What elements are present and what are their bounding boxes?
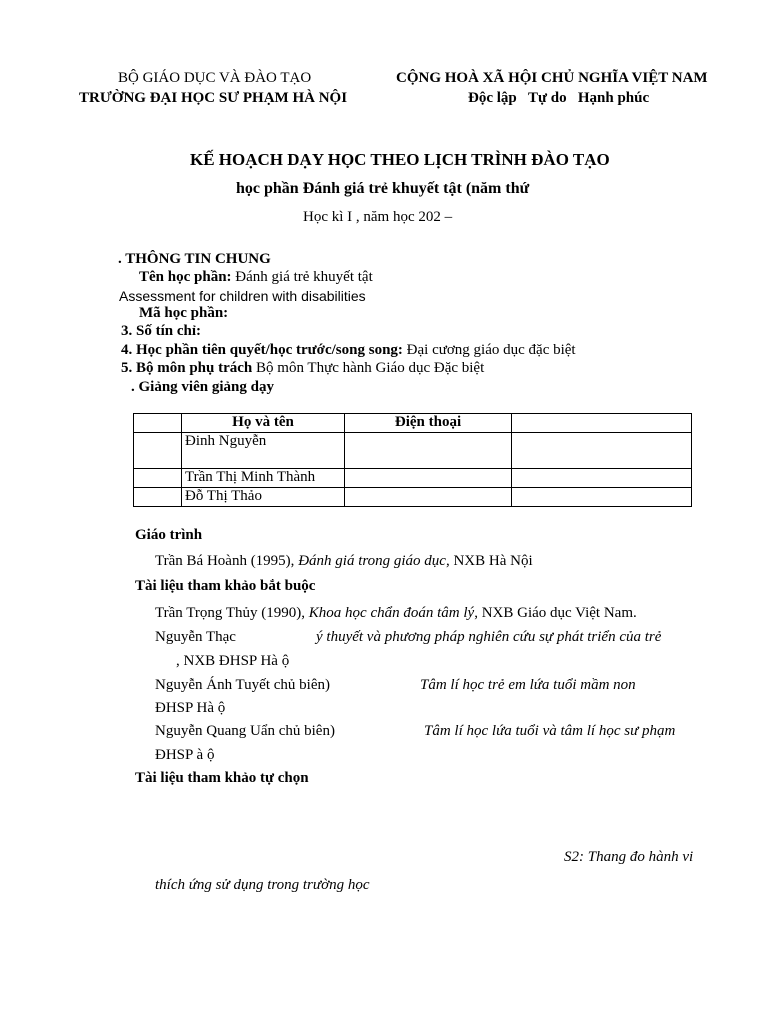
course-name-line [139,268,373,286]
textbook-publisher: , NXB Hà Nội [445,553,533,569]
ministry-name: BỘ GIÁO DỤC VÀ ĐÀO TẠO [118,70,312,86]
textbook-entry [155,552,533,570]
general-info-heading: . THÔNG TIN CHUNG [118,251,271,267]
textbook-title: Đánh giá trong giáo dục [298,553,446,569]
optional-ref-line: thích ứng sử dụng trong trường học [155,877,370,893]
lecturer-name: Đinh Nguyễn [182,433,345,469]
ref-title: Tâm lí học lứa tuổi và tâm lí học sư phạm [424,723,676,739]
table-cell [134,433,182,469]
university-name: TRƯỜNG ĐẠI HỌC SƯ PHẠM HÀ NỘI [79,90,348,106]
lecturer-name: Trần Thị Minh Thành [182,469,345,488]
textbook-heading: Giáo trình [135,527,203,543]
ref-title: ý thuyết và phương pháp nghiên cứu sự phát triển của trẻ [316,629,662,645]
table-header-cell [134,414,182,433]
credits-label: 3. Số tín chỉ: [121,323,202,339]
subtitle-prefix: học phần [236,180,303,197]
table-cell [134,469,182,488]
subtitle-course: Đánh giá trẻ khuyết tật [302,180,462,197]
table-header-name: Họ và tên [182,414,345,433]
document-title: KẾ HOẠCH DẠY HỌC THEO LỊCH TRÌNH ĐÀO TẠO [190,150,610,169]
motto-happiness: Hạnh phúc [577,90,650,106]
ref-publisher: ĐHSP à ộ [155,747,215,763]
lecturer-phone [345,488,512,507]
table-header-row [134,414,692,433]
prerequisite-line [121,341,576,359]
ref-author: Nguyễn Quang Uẩn chủ biên) [155,723,335,739]
republic-name: CỘNG HOÀ XÃ HỘI CHỦ NGHĨA VIỆT NAM [396,70,708,86]
table-cell [512,433,692,469]
table-cell [512,488,692,507]
ref-author: Nguyễn Thạc [155,629,236,645]
ref-publisher: ĐHSP Hà ộ [155,700,226,716]
course-code-label: Mã học phần: [139,305,229,321]
required-refs-heading: Tài liệu tham khảo bắt buộc [135,578,316,594]
reference-entry [155,604,637,622]
table-row [134,469,692,488]
ref-title: Tâm lí học trẻ em lứa tuổi mầm non [420,677,636,693]
lecturer-table [133,413,692,507]
optional-ref-line: S2: Thang đo hành vi [564,849,694,865]
course-name-label: Tên học phần: [139,269,232,285]
ref-publisher: , NXB ĐHSP Hà ộ [176,653,290,669]
ref-publisher: , NXB Giáo dục Việt Nam. [474,605,637,621]
motto-independence: Độc lập [468,90,517,106]
department-line [121,359,484,377]
department-value: Bộ môn Thực hành Giáo dục Đặc biệt [252,360,485,376]
table-cell [134,488,182,507]
textbook-author: Trần Bá Hoành (1995), [155,553,299,569]
lecturers-label: . Giảng viên giảng dạy [131,379,274,395]
department-label: 5. Bộ môn phụ trách [121,360,253,376]
document-subtitle [236,180,529,198]
prerequisite-value: Đại cương giáo dục đặc biệt [402,342,576,358]
ref-author: Nguyễn Ánh Tuyết chủ biên) [155,677,330,693]
table-cell [512,469,692,488]
lecturer-phone [345,469,512,488]
prerequisite-label: 4. Học phần tiên quyết/học trước/song song: [121,342,403,358]
national-motto [468,89,649,107]
course-name-value: Đánh giá trẻ khuyết tật [231,269,373,285]
optional-refs-heading: Tài liệu tham khảo tự chọn [135,770,309,786]
ref-title: Khoa học chẩn đoán tâm lý [308,605,475,621]
ref-author: Trần Trọng Thủy (1990), [155,605,309,621]
lecturer-phone [345,433,512,469]
course-name-english: Assessment for children with disabilities [119,288,366,304]
table-header-phone: Điện thoại [345,414,512,433]
table-row [134,433,692,469]
lecturer-name: Đỗ Thị Thảo [182,488,345,507]
table-header-cell [512,414,692,433]
term-line: Học kì I , năm học 202 – [303,209,453,225]
subtitle-suffix: (năm thứ [461,180,530,197]
table-row [134,488,692,507]
motto-freedom: Tự do [528,90,567,106]
